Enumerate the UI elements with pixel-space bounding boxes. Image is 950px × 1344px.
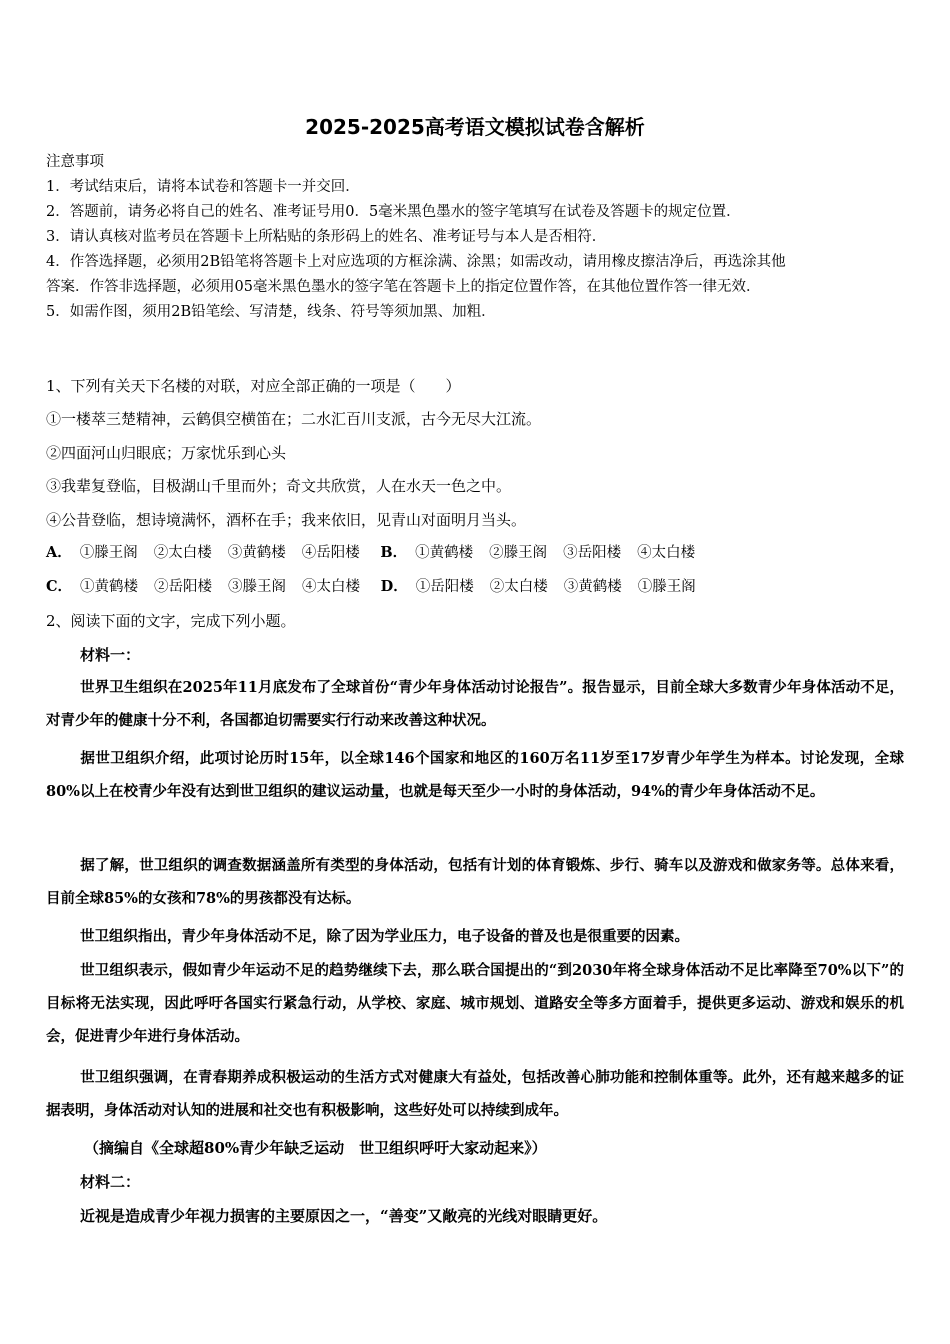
option-item: ④太白楼 [637,545,696,561]
paragraph: 世卫组织表示，假如青少年运动不足的趋势继续下去，那么联合国提出的“到2030年将全球身体活动不足比率降至70%以下”的目标将无法实现，因此呼吁各国实行紧急行动，从学校、家庭、城市规划、道路安全等多方面着手，提供更多运动、游戏和娱乐的机会，促进青少年进行身体活动。 [46,962,904,1045]
question-1-stem: 1、下列有关天下名楼的对联，对应全部正确的一项是（ ） [46,377,461,395]
page-title: 2025-2025高考语文模拟试卷含解析 [305,115,645,139]
option-item: ④岳阳楼 [301,545,360,561]
notice-item: 3．请认真核对监考员在答题卡上所粘贴的条形码上的姓名、准考证号与本人是否相符． [46,229,607,245]
question-2-stem: 2、阅读下面的文字，完成下列小题。 [46,612,296,630]
paragraph: 世界卫生组织在2025年11月底发布了全球首份“青少年身体活动讨论报告”。报告显示，目前全球大多数青少年身体活动不足，对青少年的健康十分不利，各国都迫切需要实行行动来改善这种状况。 [46,679,904,729]
couplet-line: ③我辈复登临，目极湖山千里而外；奇文共欣赏，人在水天一色之中。 [46,477,512,495]
notice-heading: 注意事项 [46,154,104,170]
material-1-label: 材料一： [80,646,141,664]
couplet-line: ①一楼萃三楚精神，云鹤俱空横笛在；二水汇百川支派，古今无尽大江流。 [46,410,542,428]
option-a[interactable] [46,543,376,563]
source-citation: （摘编自《全球超80%青少年缺乏运动 世卫组织呼吁大家动起来》） [84,1139,547,1157]
option-item: ②岳阳楼 [154,579,213,595]
notice-item: 1．考试结束后，请将本试卷和答题卡一并交回． [46,179,360,195]
paragraph: 据世卫组织介绍，此项讨论历时15年，以全球146个国家和地区的160万名11岁至17岁青少年学生为样本。讨论发现，全球80%以上在校青少年没有达到世卫组织的建议运动量，也就是每天至少一小时的身体活动，94%的青少年身体活动不足。 [46,750,904,800]
option-item: ①黄鹤楼 [415,545,474,561]
option-item: ①滕王阁 [637,579,696,595]
option-item: ①黄鹤楼 [80,579,139,595]
options-row-ab [46,543,711,563]
option-item: ②滕王阁 [489,545,548,561]
material-2-label: 材料二： [80,1173,141,1191]
paragraph: 世卫组织强调，在青春期养成积极运动的生活方式对健康大有益处，包括改善心肺功能和控制体重等。此外，还有越来越多的证据表明，身体活动对认知的进展和社交也有积极影响，这些好处可以持续到成年。 [46,1069,904,1119]
paragraph: 据了解，世卫组织的调查数据涵盖所有类型的身体活动，包括有计划的体育锻炼、步行、骑车以及游戏和做家务等。总体来看，目前全球85%的女孩和78%的男孩都没有达标。 [46,857,904,907]
notice-item: 2．答题前，请务必将自己的姓名、准考证号用0．5毫米黑色墨水的签字笔填写在试卷及答题卡的规定位置． [46,204,741,220]
option-item: ③黄鹤楼 [227,545,286,561]
option-item: ③岳阳楼 [563,545,622,561]
option-item: ①滕王阁 [79,545,138,561]
option-item: ①岳阳楼 [415,579,474,595]
option-item: ③黄鹤楼 [563,579,622,595]
option-item: ②太白楼 [153,545,212,561]
couplet-line: ②四面河山归眼底；万家忧乐到心头 [46,444,287,462]
notice-item: 答案．作答非选择题，必须用05毫米黑色墨水的签字笔在答题卡上的指定位置作答，在其他位置作答一律无效． [46,279,761,295]
option-letter: A． [46,544,72,561]
option-letter: D． [380,578,408,595]
option-c[interactable] [46,577,376,597]
couplet-line: ④公昔登临，想诗境满怀，酒杯在手；我来依旧，见青山对面明月当头。 [46,511,527,529]
option-letter: B． [380,544,408,561]
options-row-cd [46,577,712,597]
option-item: ②太白楼 [489,579,548,595]
option-b[interactable] [380,543,711,563]
paragraph: 世卫组织指出，青少年身体活动不足，除了因为学业压力，电子设备的普及也是很重要的因素。 [80,928,689,945]
notice-item: 5．如需作图，须用2B铅笔绘、写清楚，线条、符号等须加黑、加粗． [46,304,496,320]
option-item: ④太白楼 [302,579,361,595]
material-2-first-line: 近视是造成青少年视力损害的主要原因之一，“善变”又敞亮的光线对眼睛更好。 [80,1207,608,1225]
notice-item: 4．作答选择题，必须用2B铅笔将答题卡上对应选项的方框涂满、涂黑；如需改动，请用橡皮擦洁净后，再选涂其他 [46,254,786,270]
option-item: ③滕王阁 [228,579,287,595]
option-letter: C． [46,578,73,595]
option-d[interactable] [381,577,712,597]
